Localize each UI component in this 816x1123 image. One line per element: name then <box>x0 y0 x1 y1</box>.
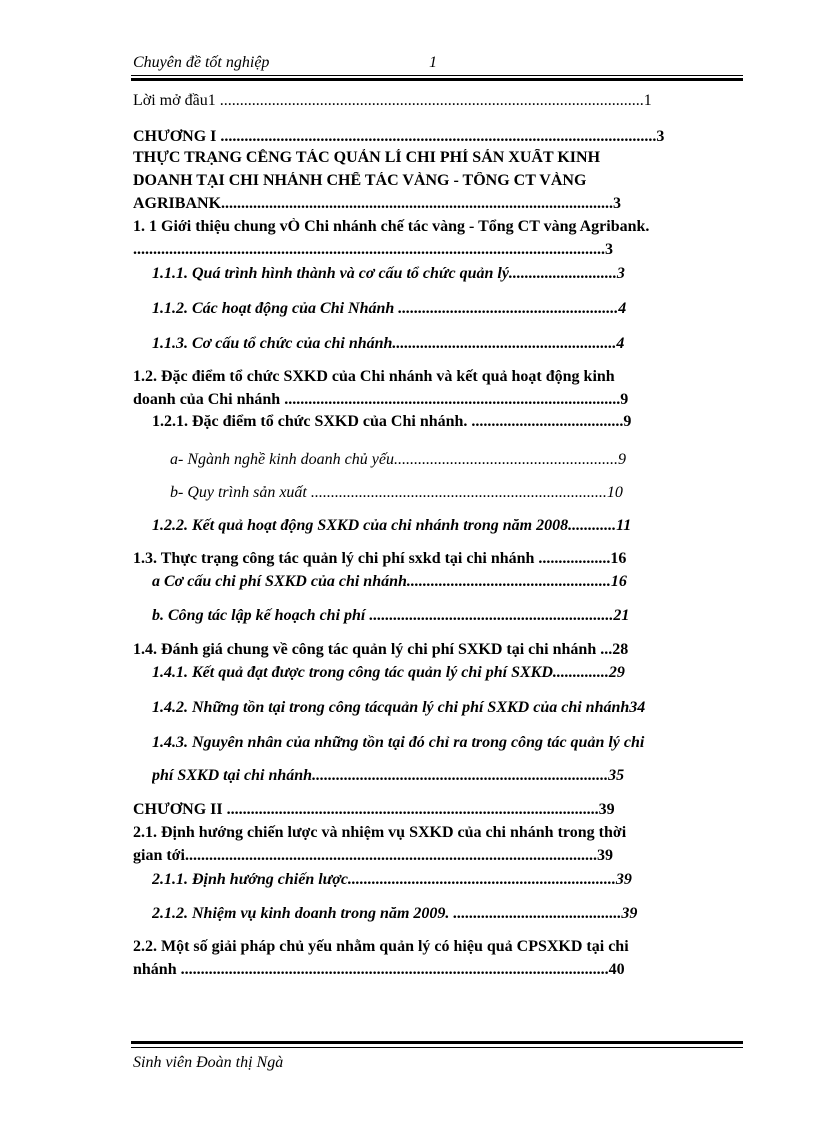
toc-entry[interactable]: phí SXKD tại chi nhánh..........................................................................35 <box>152 767 625 784</box>
header-title: Chuyên đề tốt nghiệp <box>133 54 270 71</box>
footer-rule-thin <box>131 1047 743 1048</box>
toc-entry[interactable]: 1.2. Đặc điểm tổ chức SXKD của Chi nhánh và kết quả hoạt động kinh <box>133 368 615 385</box>
toc-entry[interactable]: 1.4.2. Những tồn tại trong công tácquản lý chi phí SXKD của chi nhánh34 <box>152 699 646 716</box>
header-rule-thick <box>131 78 743 81</box>
header-rule-thin <box>131 75 743 76</box>
toc-entry[interactable]: 1. 1 Giới thiệu chung vÒ Chi nhánh chế tác vàng - Tổng CT vàng Agribank. <box>133 218 650 235</box>
toc-entry[interactable]: b. Công tác lập kế hoạch chi phí .............................................................21 <box>152 607 630 624</box>
toc-entry[interactable]: 2.1. Định hướng chiến lược và nhiệm vụ SXKD của chi nhánh trong thời <box>133 824 627 841</box>
page-header <box>133 52 743 76</box>
toc-entry[interactable]: ......................................................................................................................3 <box>133 241 613 258</box>
toc-entry[interactable]: Lời mở đầu1 ..........................................................................................................1 <box>133 92 652 109</box>
toc-entry[interactable]: a- Ngành nghề kinh doanh chủ yếu........................................................9 <box>170 451 626 468</box>
toc-entry[interactable]: 1.4. Đánh giá chung về công tác quản lý chi phí SXKD tại chi nhánh ...28 <box>133 641 629 658</box>
toc-entry[interactable]: b- Quy trình sản xuất ..........................................................................10 <box>170 484 623 501</box>
toc-entry[interactable]: 1.4.1. Kết quả đạt được trong công tác quản lý chi phí SXKD..............29 <box>152 664 625 681</box>
toc-entry[interactable]: a Cơ cấu chi phí SXKD của chi nhánh...................................................16 <box>152 573 627 590</box>
toc-entry[interactable]: 1.3. Thực trạng công tác quản lý chi phí sxkd tại chi nhánh ..................16 <box>133 550 627 567</box>
toc-entry[interactable]: 2.1.1. Định hướng chiến lược...................................................................39 <box>152 871 632 888</box>
toc-entry[interactable]: DOANH TẠI CHI NHÁNH CHẾ TÁC VÀNG - TỔNG CT VÀNG <box>133 172 587 189</box>
toc-entry[interactable]: 2.2. Một số giải pháp chủ yếu nhằm quản lý có hiệu quả CPSXKD tại chi <box>133 938 629 955</box>
toc-entry[interactable]: 1.1.3. Cơ cấu tổ chức của chi nhánh........................................................4 <box>152 335 625 352</box>
toc-entry[interactable]: 1.4.3. Nguyên nhân của những tồn tại đó chỉ ra trong công tác quản lý chi <box>152 734 645 751</box>
toc-entry[interactable]: THỰC TRẠNG CỄNG TÁC QUẢN LÍ CHI PHÍ SẢN XUẤT KINH <box>133 149 601 166</box>
toc-entry[interactable]: gian tới.......................................................................................................39 <box>133 847 613 864</box>
footer-author: Sinh viên Đoàn thị Ngà <box>133 1054 284 1071</box>
footer-rule-thick <box>131 1041 743 1044</box>
toc-entry[interactable]: AGRIBANK..................................................................................................3 <box>133 195 622 212</box>
toc-entry[interactable]: nhánh ...........................................................................................................40 <box>133 961 625 978</box>
toc-entry[interactable]: CHƯƠNG II .............................................................................................39 <box>133 801 615 818</box>
toc-entry[interactable]: 2.1.2. Nhiệm vụ kinh doanh trong năm 2009. ..........................................39 <box>152 905 638 922</box>
header-page-number: 1 <box>429 54 437 71</box>
toc-entry[interactable]: 1.2.2. Kết quả hoạt động SXKD của chi nhánh trong năm 2008............11 <box>152 517 632 534</box>
toc-entry[interactable]: CHƯƠNG I .............................................................................................................3 <box>133 128 665 145</box>
toc-entry[interactable]: doanh của Chi nhánh ....................................................................................9 <box>133 391 629 408</box>
toc-entry[interactable]: 1.1.1. Quá trình hình thành và cơ cấu tổ chức quản lý...........................3 <box>152 265 625 282</box>
toc-entry[interactable]: 1.2.1. Đặc điểm tổ chức SXKD của Chi nhánh. ......................................9 <box>152 413 632 430</box>
toc-entry[interactable]: 1.1.2. Các hoạt động của Chi Nhánh .......................................................4 <box>152 300 627 317</box>
